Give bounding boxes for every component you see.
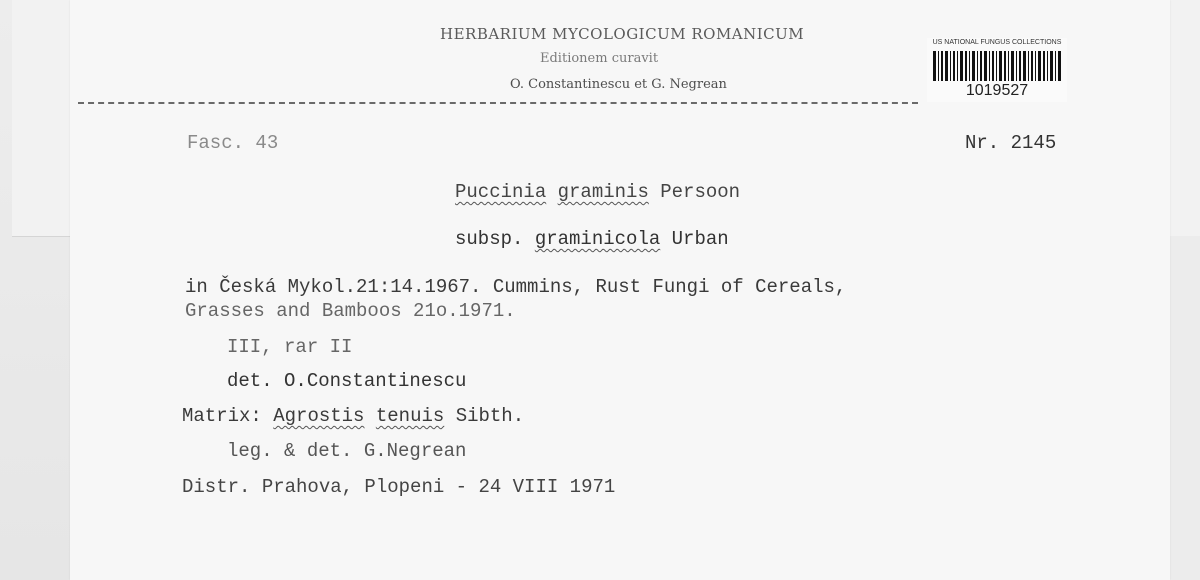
host-author: Sibth. — [455, 405, 525, 427]
host-epithet: tenuis — [375, 405, 445, 427]
herbarium-title: HERBARIUM MYCOLOGICUM ROMANICUM — [440, 25, 805, 43]
species-genus: Puccinia — [455, 181, 547, 203]
distribution: Distr. Prahova, Plopeni - 24 VIII 1971 — [182, 476, 616, 498]
herbarium-label — [70, 0, 1170, 580]
barcode-number: 1019527 — [965, 82, 1029, 99]
collector: leg. & det. G.Negrean — [227, 440, 467, 462]
subspecies-prefix: subsp. — [455, 228, 524, 250]
reference-line-1: in Česká Mykol.21:14.1967. Cummins, Rust Fungi of Cereals, — [185, 276, 847, 298]
subspecies-name — [455, 228, 729, 250]
subspecies-epithet: graminicola — [534, 228, 661, 250]
editors: O. Constantinescu et G. Negrean — [510, 77, 727, 92]
subspecies-author: Urban — [671, 228, 729, 250]
reference-line-2: Grasses and Bamboos 21o.1971. — [185, 300, 516, 322]
determiner: det. O.Constantinescu — [227, 370, 467, 392]
edition-note: Editionem curavit — [540, 51, 659, 66]
spore-stage: III, rar II — [227, 336, 353, 358]
barcode-icon — [933, 51, 1061, 81]
fascicle-number: Fasc. 43 — [187, 132, 279, 154]
specimen-number: Nr. 2145 — [965, 132, 1057, 154]
species-author: Persoon — [660, 181, 741, 203]
matrix-prefix: Matrix: — [182, 405, 262, 427]
matrix-host — [182, 405, 524, 427]
species-epithet: graminis — [557, 181, 649, 203]
host-genus: Agrostis — [273, 405, 365, 427]
barcode-caption: US NATIONAL FUNGUS COLLECTIONS — [932, 39, 1062, 46]
header-divider — [78, 102, 918, 104]
barcode-label — [927, 38, 1067, 102]
species-name — [455, 181, 740, 203]
